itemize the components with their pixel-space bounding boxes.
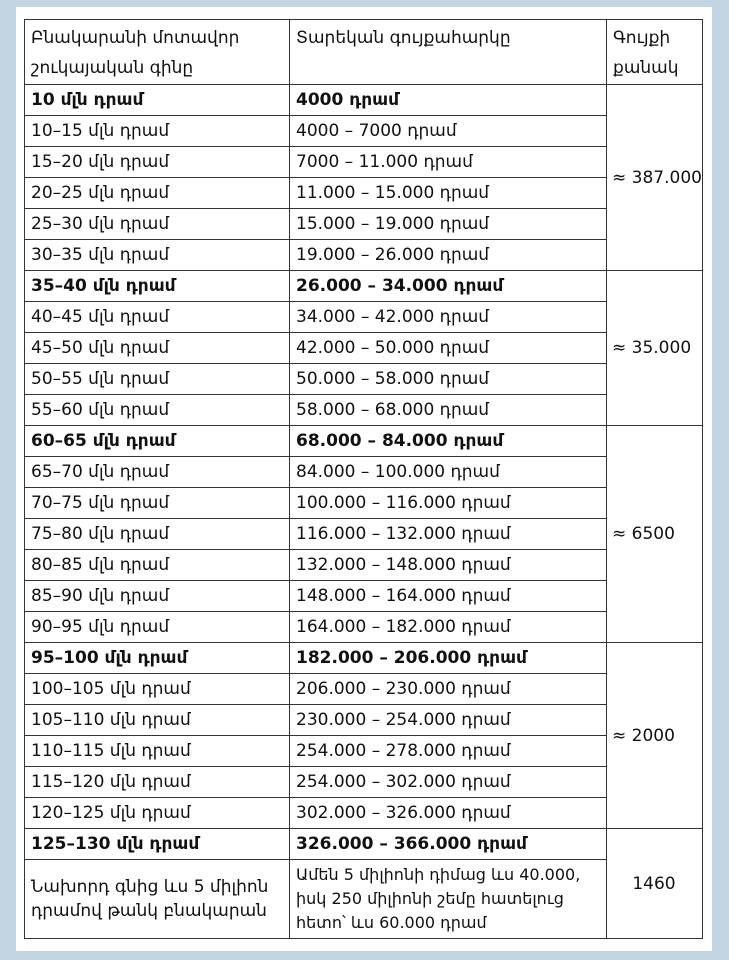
fee-cell: Ամեն 5 միլիոնի դիմաց ևս 40.000, իսկ 250 միլիոնի շեմը հատելուց հետո՝ ևս 60.000 դրամ xyxy=(290,860,607,939)
header-count: Գույքի քանակ xyxy=(607,20,703,85)
fee-cell: 50.000 – 58.000 դրամ xyxy=(290,364,607,395)
price-cell: 10–15 մլն դրամ xyxy=(25,116,290,147)
count-cell: ≈ 35.000 xyxy=(607,271,703,426)
table-row xyxy=(25,705,703,736)
count-cell: 1460 xyxy=(607,829,703,939)
table-row xyxy=(25,364,703,395)
table-row xyxy=(25,85,703,116)
table-row xyxy=(25,829,703,860)
price-cell: 10 մլն դրամ xyxy=(25,85,290,116)
price-cell: Նախորդ գնից ևս 5 միլիոն դրամով թանկ բնակարան xyxy=(25,860,290,939)
fee-cell: 42.000 – 50.000 դրամ xyxy=(290,333,607,364)
price-cell: 90–95 մլն դրամ xyxy=(25,612,290,643)
price-cell: 70–75 մլն դրամ xyxy=(25,488,290,519)
price-cell: 125–130 մլն դրամ xyxy=(25,829,290,860)
table-row xyxy=(25,209,703,240)
count-cell: ≈ 387.000 xyxy=(607,85,703,271)
fee-cell: 15.000 – 19.000 դրամ xyxy=(290,209,607,240)
price-cell: 120–125 մլն դրամ xyxy=(25,798,290,829)
fee-cell: 84.000 – 100.000 դրամ xyxy=(290,457,607,488)
document-page xyxy=(16,7,712,951)
table-row xyxy=(25,457,703,488)
fee-cell: 100.000 – 116.000 դրամ xyxy=(290,488,607,519)
fee-cell: 164.000 – 182.000 դրամ xyxy=(290,612,607,643)
price-cell: 75–80 մլն դրամ xyxy=(25,519,290,550)
fee-cell: 132.000 – 148.000 դրամ xyxy=(290,550,607,581)
price-cell: 20–25 մլն դրամ xyxy=(25,178,290,209)
fee-cell: 19.000 – 26.000 դրամ xyxy=(290,240,607,271)
fee-cell: 230.000 – 254.000 դրամ xyxy=(290,705,607,736)
fee-cell: 116.000 – 132.000 դրամ xyxy=(290,519,607,550)
property-tax-table xyxy=(24,19,703,939)
table-row xyxy=(25,271,703,302)
price-cell: 65–70 մլն դրամ xyxy=(25,457,290,488)
price-cell: 50–55 մլն դրամ xyxy=(25,364,290,395)
table-row xyxy=(25,798,703,829)
fee-cell: 26.000 – 34.000 դրամ xyxy=(290,271,607,302)
price-cell: 35–40 մլն դրամ xyxy=(25,271,290,302)
price-cell: 115–120 մլն դրամ xyxy=(25,767,290,798)
fee-cell: 182.000 – 206.000 դրամ xyxy=(290,643,607,674)
price-cell: 100–105 մլն դրամ xyxy=(25,674,290,705)
price-cell: 25–30 մլն դրամ xyxy=(25,209,290,240)
table-row xyxy=(25,116,703,147)
table-row xyxy=(25,395,703,426)
price-cell: 55–60 մլն դրամ xyxy=(25,395,290,426)
table-row xyxy=(25,643,703,674)
fee-cell: 68.000 – 84.000 դրամ xyxy=(290,426,607,457)
count-cell: ≈ 6500 xyxy=(607,426,703,643)
table-row xyxy=(25,736,703,767)
fee-cell: 148.000 – 164.000 դրամ xyxy=(290,581,607,612)
fee-cell: 326.000 – 366.000 դրամ xyxy=(290,829,607,860)
fee-cell: 206.000 – 230.000 դրամ xyxy=(290,674,607,705)
fee-cell: 254.000 – 278.000 դրամ xyxy=(290,736,607,767)
price-cell: 30–35 մլն դրամ xyxy=(25,240,290,271)
table-row xyxy=(25,612,703,643)
fee-cell: 58.000 – 68.000 դրամ xyxy=(290,395,607,426)
table-row xyxy=(25,550,703,581)
fee-cell: 302.000 – 326.000 դրամ xyxy=(290,798,607,829)
fee-cell: 4000 – 7000 դրամ xyxy=(290,116,607,147)
header-price: Բնակարանի մոտավոր շուկայական գինը xyxy=(25,20,290,85)
table-row xyxy=(25,488,703,519)
price-cell: 85–90 մլն դրամ xyxy=(25,581,290,612)
table-row xyxy=(25,178,703,209)
fee-cell: 11.000 – 15.000 դրամ xyxy=(290,178,607,209)
table-row xyxy=(25,147,703,178)
table-row xyxy=(25,860,703,939)
table-row xyxy=(25,581,703,612)
fee-cell: 7000 – 11.000 դրամ xyxy=(290,147,607,178)
table-row xyxy=(25,240,703,271)
table-row xyxy=(25,767,703,798)
price-cell: 60–65 մլն դրամ xyxy=(25,426,290,457)
table-row xyxy=(25,426,703,457)
price-cell: 45–50 մլն դրամ xyxy=(25,333,290,364)
price-cell: 80–85 մլն դրամ xyxy=(25,550,290,581)
price-cell: 110–115 մլն դրամ xyxy=(25,736,290,767)
price-cell: 95–100 մլն դրամ xyxy=(25,643,290,674)
fee-cell: 4000 դրամ xyxy=(290,85,607,116)
fee-cell: 254.000 – 302.000 դրամ xyxy=(290,767,607,798)
header-row xyxy=(25,20,703,85)
table-row xyxy=(25,302,703,333)
fee-cell: 34.000 – 42.000 դրամ xyxy=(290,302,607,333)
count-cell: ≈ 2000 xyxy=(607,643,703,829)
table-row xyxy=(25,519,703,550)
price-cell: 15–20 մլն դրամ xyxy=(25,147,290,178)
price-cell: 40–45 մլն դրամ xyxy=(25,302,290,333)
table-row xyxy=(25,674,703,705)
table-row xyxy=(25,333,703,364)
price-cell: 105–110 մլն դրամ xyxy=(25,705,290,736)
header-fee: Տարեկան գույքահարկը xyxy=(290,20,607,85)
